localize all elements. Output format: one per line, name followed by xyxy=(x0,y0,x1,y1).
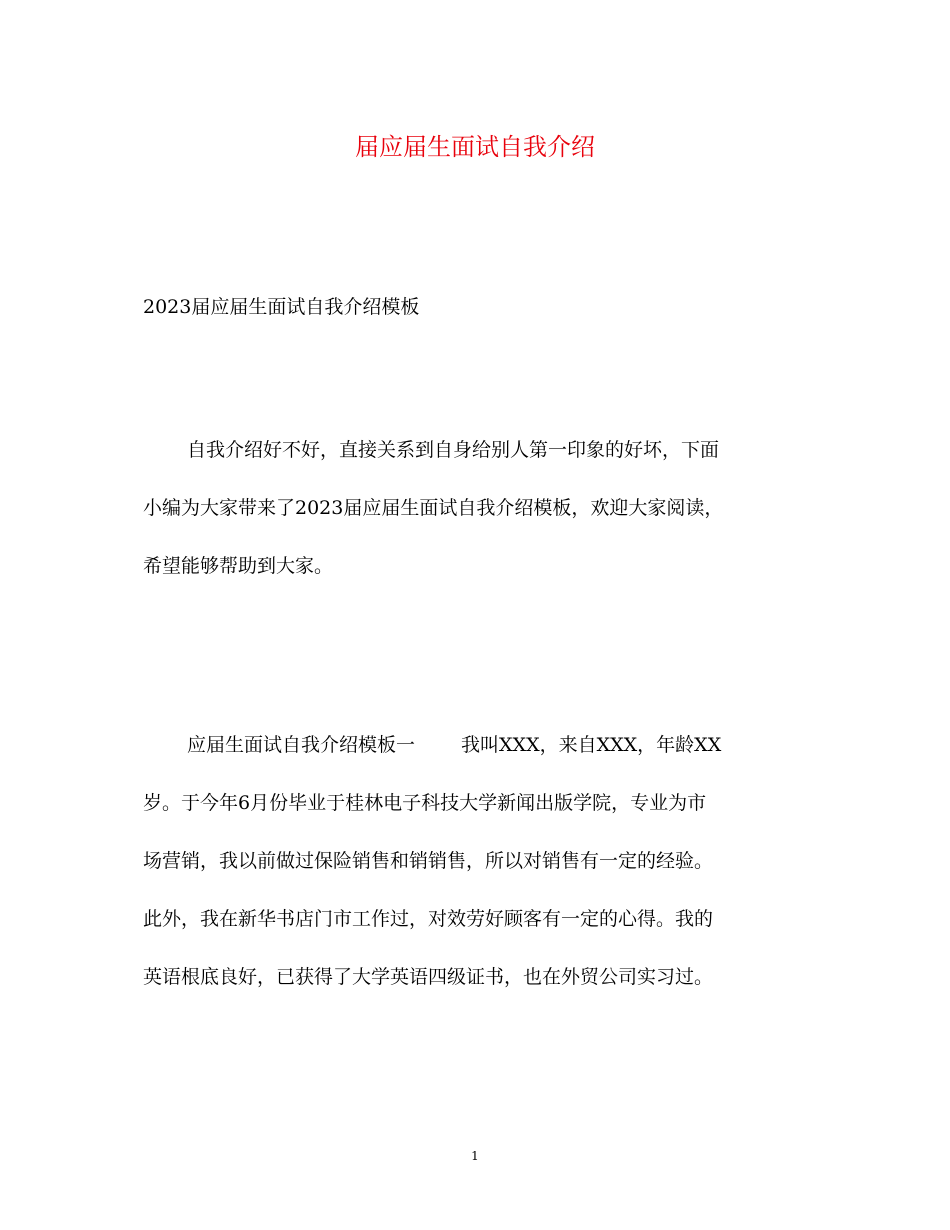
paragraph-line: 此外，我在新华书店门市工作过，对效劳好顾客有一定的心得。我的 xyxy=(143,908,714,930)
paragraph-line-start: 我叫XXX，来自XXX，年龄XX xyxy=(461,734,722,756)
page-number: 1 xyxy=(471,1149,479,1163)
template-one-paragraph xyxy=(143,716,807,1006)
paragraph-line: 小编为大家带来了2023届应届生面试自我介绍模板，欢迎大家阅读， xyxy=(143,497,724,519)
paragraph-first-line xyxy=(143,716,807,774)
paragraph-line: 场营销，我以前做过保险销售和销销售，所以对销售有一定的经验。 xyxy=(143,850,714,872)
paragraph-line: 英语根底良好，已获得了大学英语四级证书，也在外贸公司实习过。 xyxy=(143,966,714,988)
document-title: 届应届生面试自我介绍 xyxy=(355,133,595,161)
paragraph-line: 希望能够帮助到大家。 xyxy=(143,555,334,577)
template-heading: 应届生面试自我介绍模板一 xyxy=(187,734,416,756)
paragraph-line: 自我介绍好不好，直接关系到自身给别人第一印象的好坏，下面 xyxy=(187,439,720,461)
paragraph-line: 岁。于今年6月份毕业于桂林电子科技大学新闻出版学院，专业为市 xyxy=(143,792,707,814)
document-subtitle: 2023届应届生面试自我介绍模板 xyxy=(143,296,420,318)
intro-paragraph xyxy=(143,421,807,595)
